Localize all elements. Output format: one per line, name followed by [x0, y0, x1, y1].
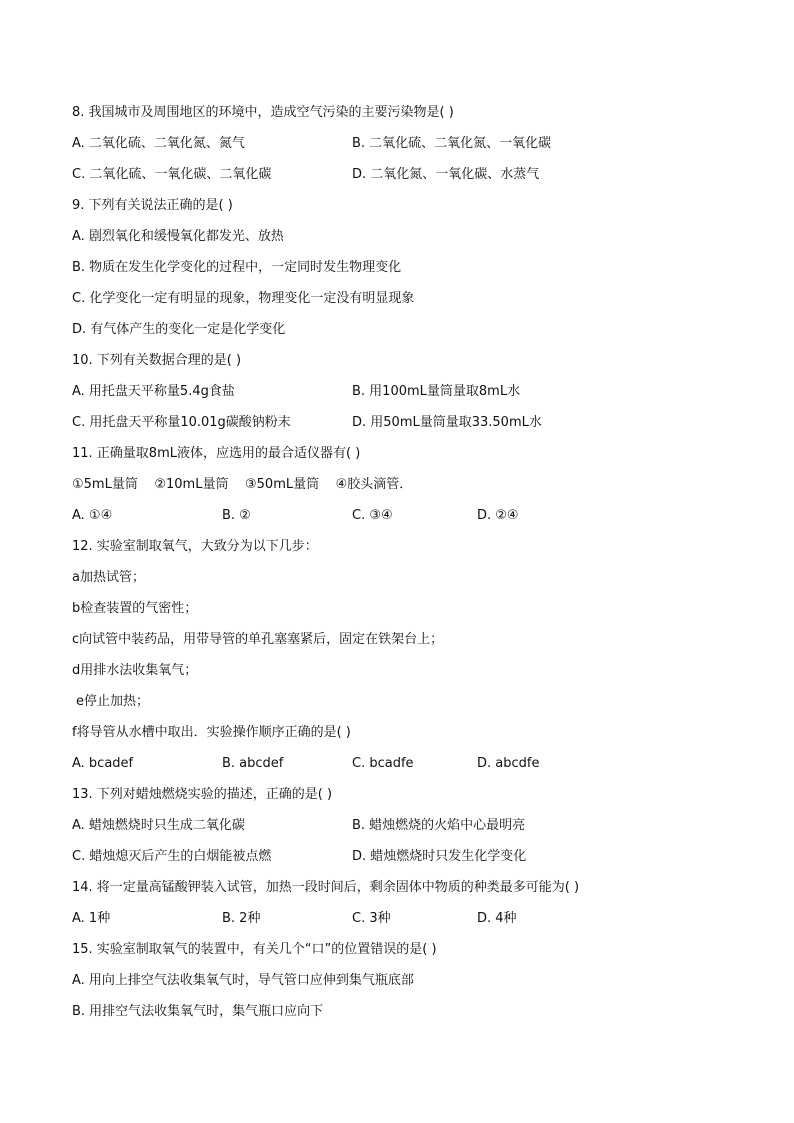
question-list: [72, 101, 752, 1031]
question-14-options: [72, 907, 752, 938]
question-10-option-a: A. 用托盘天平称量5.4g食盐: [72, 384, 235, 399]
question-13-stem: 13. 下列对蜡烛燃烧实验的描述，正确的是( ): [72, 787, 333, 802]
question-15-option-b: B. 用排空气法收集氧气时，集气瓶口应向下: [72, 1004, 324, 1019]
question-10-option-b: B. 用100mL量筒量取8mL水: [352, 384, 521, 399]
question-9-option-d: D. 有气体产生的变化一定是化学变化: [72, 322, 286, 337]
question-14-option-c: C. 3种: [352, 911, 391, 926]
question-9-option-c: C. 化学变化一定有明显的现象，物理变化一定没有明显现象: [72, 291, 415, 306]
question-9-option-b: B. 物质在发生化学变化的过程中，一定同时发生物理变化: [72, 260, 402, 275]
question-10-option-d: D. 用50mL量筒量取33.50mL水: [352, 415, 542, 430]
question-12-option-a: A. bcadef: [72, 756, 134, 771]
question-11-option-b: B. ②: [222, 508, 251, 523]
question-12-step-c: c向试管中装药品，用带导管的单孔塞塞紧后，固定在铁架台上；: [72, 632, 444, 647]
question-10-option-c: C. 用托盘天平称量10.01g碳酸钠粉末: [72, 415, 291, 430]
question-14-option-d: D. 4种: [477, 911, 517, 926]
question-11-option-d: D. ②④: [477, 508, 519, 523]
question-11-options: [72, 504, 752, 535]
question-13-options-row-1: [72, 814, 752, 845]
question-8-options-row-2: [72, 163, 752, 194]
question-14-option-b: B. 2种: [222, 911, 261, 926]
question-12-step-a: a加热试管；: [72, 570, 145, 585]
question-15-option-a: A. 用向上排空气法收集氧气时，导气管口应伸到集气瓶底部: [72, 973, 414, 988]
question-13-option-d: D. 蜡烛燃烧时只发生化学变化: [352, 849, 527, 864]
question-11-option-c: C. ③④: [352, 508, 393, 523]
question-9-option-a: A. 剧烈氧化和缓慢氧化都发光、放热: [72, 229, 284, 244]
question-14-stem: 14. 将一定量高锰酸钾装入试管，加热一段时间后，剩余固体中物质的种类最多可能为( ): [72, 880, 580, 895]
question-13-option-a: A. 蜡烛燃烧时只生成二氧化碳: [72, 818, 245, 833]
question-12-option-b: B. abcdef: [222, 756, 284, 771]
question-8-option-d: D. 二氧化氮、一氧化碳、水蒸气: [352, 167, 540, 182]
question-15-stem: 15. 实验室制取氧气的装置中，有关几个“口”的位置错误的是( ): [72, 942, 437, 957]
question-8-option-b: B. 二氧化硫、二氧化氮、一氧化碳: [352, 136, 552, 151]
question-10-options-row-1: [72, 380, 752, 411]
question-11-option-a: A. ①④: [72, 508, 113, 523]
question-8-options-row-1: [72, 132, 752, 163]
question-11-stem: 11. 正确量取8mL液体，应选用的最合适仪器有( ): [72, 446, 361, 461]
question-12-step-e: e停止加热；: [76, 694, 149, 709]
question-12-option-c: C. bcadfe: [352, 756, 414, 771]
question-11-items: ①5mL量筒 ②10mL量筒 ③50mL量筒 ④胶头滴管．: [72, 477, 413, 492]
question-12-step-b: b检查装置的气密性；: [72, 601, 198, 616]
question-14-option-a: A. 1种: [72, 911, 111, 926]
question-8-stem: 8. 我国城市及周围地区的环境中，造成空气污染的主要污染物是( ): [72, 105, 454, 120]
question-12-step-d: d用排水法收集氧气；: [72, 663, 198, 678]
question-9-stem: 9. 下列有关说法正确的是( ): [72, 198, 233, 213]
question-12-stem: 12. 实验室制取氧气，大致分为以下几步：: [72, 539, 318, 554]
question-13-options-row-2: [72, 845, 752, 876]
question-10-stem: 10. 下列有关数据合理的是( ): [72, 353, 242, 368]
question-8-option-a: A. 二氧化硫、二氧化氮、氮气: [72, 136, 245, 151]
question-13-option-b: B. 蜡烛燃烧的火焰中心最明亮: [352, 818, 526, 833]
question-8-option-c: C. 二氧化硫、一氧化碳、二氧化碳: [72, 167, 272, 182]
question-12-option-d: D. abcdfe: [477, 756, 540, 771]
question-10-options-row-2: [72, 411, 752, 442]
question-13-option-c: C. 蜡烛熄灭后产生的白烟能被点燃: [72, 849, 272, 864]
question-12-options: [72, 752, 752, 783]
question-12-step-f: f将导管从水槽中取出．实验操作顺序正确的是( ): [72, 725, 351, 740]
